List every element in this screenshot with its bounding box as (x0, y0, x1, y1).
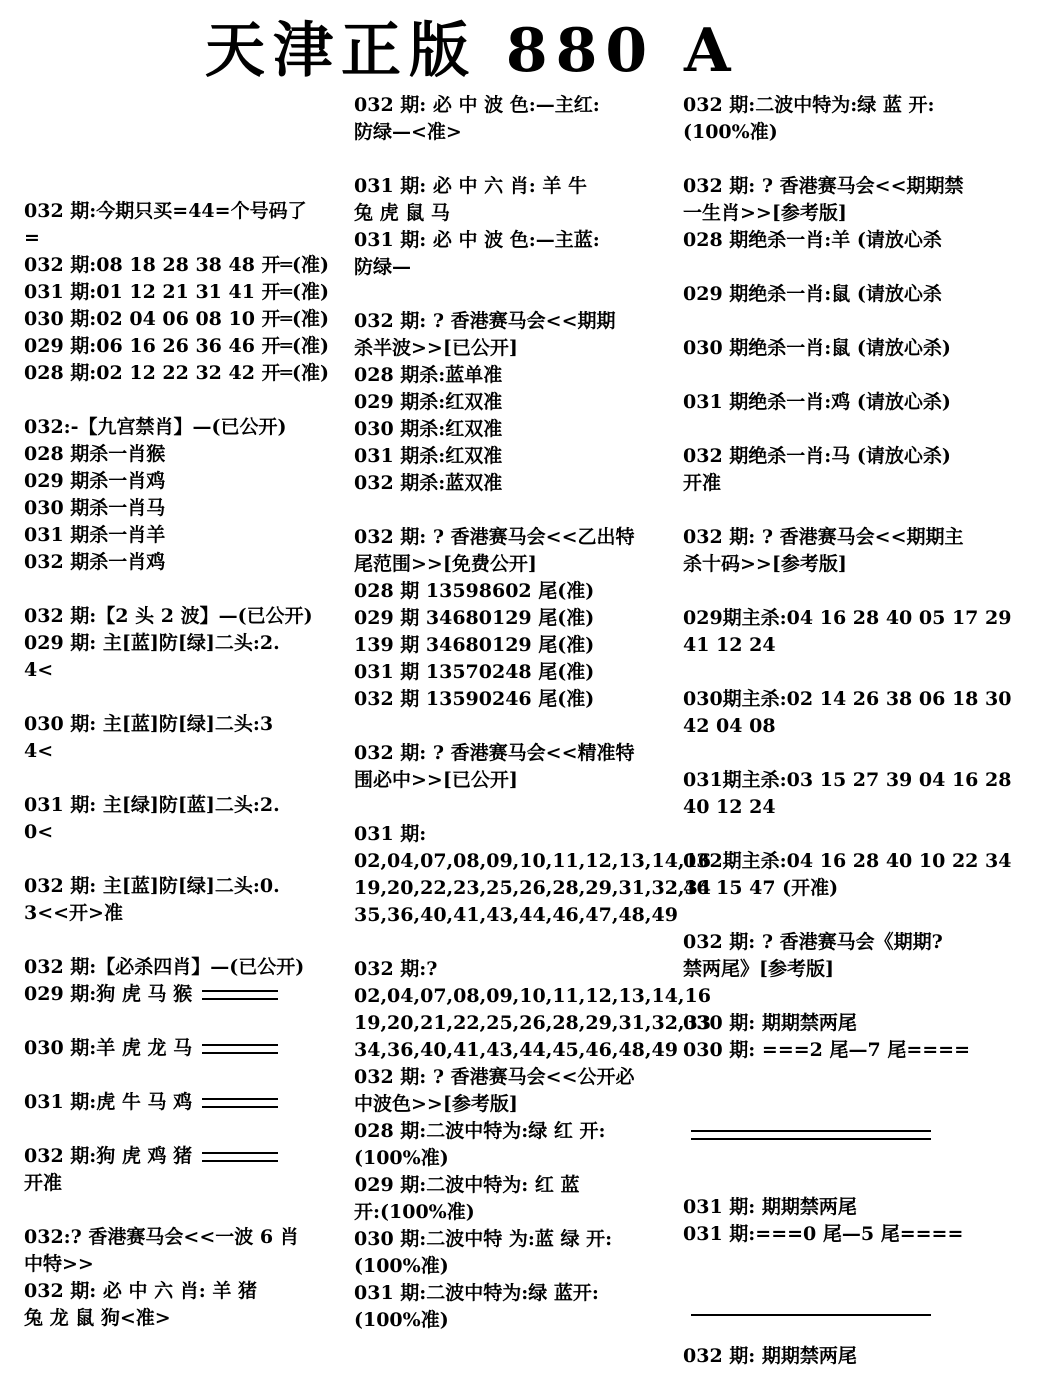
line-text: 031 期: 必 中 六 肖: 羊 牛 (354, 175, 587, 197)
text-line (354, 173, 654, 200)
spacer (683, 497, 983, 524)
line-text: 029 期: 主[蓝]防[绿]二头:2. (24, 632, 280, 654)
spacer (683, 740, 983, 767)
line-text: 032 期: 主[蓝]防[绿]二头:0. (24, 875, 280, 897)
spacer (683, 1140, 983, 1167)
spacer (24, 387, 324, 414)
line-text: 031 期: (354, 823, 427, 845)
line-text: 032期主杀:04 16 28 40 10 22 34 (683, 850, 1012, 872)
spacer (24, 1062, 324, 1089)
spacer (683, 1275, 983, 1302)
text-line (354, 92, 654, 119)
line-text: 中波色>>[参考版] (354, 1093, 518, 1115)
text-line (24, 873, 324, 900)
spacer (354, 281, 654, 308)
line-text: 031期主杀:03 15 27 39 04 16 28 (683, 769, 1012, 791)
line-text: 032 期: ? 香港赛马会<<乙出特 (354, 526, 635, 548)
line-text: 032 期: 期期禁两尾 (683, 1345, 857, 1367)
line-text: 030 期:二波中特 为:蓝 绿 开: (354, 1228, 613, 1250)
line-text: 0< (24, 821, 54, 843)
text-line (354, 1253, 654, 1280)
text-line (683, 956, 983, 983)
column-left (24, 198, 329, 1332)
line-text: 029 期杀:红双准 (354, 391, 503, 413)
text-line (683, 686, 1012, 713)
text-line (683, 794, 983, 821)
text-line (354, 1280, 654, 1307)
spacer (683, 821, 983, 848)
line-text: 032 期杀:蓝双准 (354, 472, 503, 494)
line-text: 兔 虎 鼠 马 (354, 202, 450, 224)
text-line (354, 389, 654, 416)
text-line (354, 1064, 654, 1091)
line-text: 3<<开>准 (24, 902, 123, 924)
spacer (24, 1008, 324, 1035)
line-text: 032 期: ? 香港赛马会《期期? (683, 931, 943, 953)
line-text: 030 期: ===2 尾—7 尾==== (683, 1039, 971, 1061)
line-text: (100%准) (354, 1255, 449, 1277)
text-line (24, 1278, 324, 1305)
spacer (683, 659, 983, 686)
text-line (683, 335, 983, 362)
spacer (24, 765, 324, 792)
text-line (354, 578, 654, 605)
text-line (683, 470, 983, 497)
line-text: 031 期: 期期禁两尾 (683, 1196, 857, 1218)
line-text: 032 期绝杀一肖:马 (请放心杀) (683, 445, 951, 467)
double-rule (202, 1044, 278, 1054)
text-line (24, 306, 329, 333)
line-text: 030期主杀:02 14 26 38 06 18 30 (683, 688, 1012, 710)
text-line (683, 605, 1012, 632)
page-title: 天津正版 880 A (205, 16, 739, 86)
text-line (683, 389, 983, 416)
line-text: (100%准) (354, 1309, 449, 1331)
text-line (683, 1194, 983, 1221)
spacer (683, 1316, 983, 1343)
text-line (354, 632, 654, 659)
spacer (683, 578, 983, 605)
text-line (24, 1251, 324, 1278)
text-line (24, 495, 324, 522)
line-text: 42 04 08 (683, 715, 776, 737)
text-line (354, 227, 654, 254)
text-line (354, 875, 711, 902)
text-line (24, 981, 324, 1008)
spacer (683, 254, 983, 281)
text-line (683, 875, 983, 902)
text-line (683, 551, 983, 578)
text-line (354, 443, 654, 470)
text-line (24, 1035, 324, 1062)
line-text: 028 期:二波中特为:绿 红 开: (354, 1120, 606, 1142)
line-text: 防绿— (354, 256, 412, 278)
spacer (354, 497, 654, 524)
text-line (24, 657, 324, 684)
line-text: 4< (24, 659, 54, 681)
line-text: 尾范围>>[免费公开] (354, 553, 537, 575)
line-text: (100%准) (683, 121, 778, 143)
text-line (683, 524, 983, 551)
text-line (24, 630, 324, 657)
line-text: 02,04,07,08,09,10,11,12,13,14,16 (354, 850, 711, 872)
divider-line (691, 1130, 931, 1140)
text-line (354, 524, 654, 551)
line-text: 031 期杀:红双准 (354, 445, 503, 467)
spacer (354, 713, 654, 740)
text-line (354, 308, 654, 335)
text-line (24, 522, 324, 549)
text-line (24, 1224, 324, 1251)
line-text: 杀半波>>[已公开] (354, 337, 518, 359)
text-line (24, 225, 324, 252)
line-text: 032 期:【2 头 2 波】—(已公开) (24, 605, 313, 627)
line-text: 032 期: 必 中 六 肖: 羊 猪 (24, 1280, 257, 1302)
text-line (683, 1343, 983, 1370)
text-line (683, 848, 1012, 875)
line-text: 029 期:06 16 26 36 46 开═(准) (24, 335, 329, 357)
text-line (24, 198, 324, 225)
text-line (24, 711, 324, 738)
line-text: 032 期:二波中特为:绿 蓝 开: (683, 94, 935, 116)
spacer (24, 1116, 324, 1143)
text-line (24, 1305, 324, 1332)
line-text: 032 期:? (354, 958, 438, 980)
text-line (683, 443, 983, 470)
line-text: 19,20,21,22,25,26,28,29,31,32,33 (354, 1012, 711, 1034)
line-text: 032 期: ? 香港赛马会<<公开必 (354, 1066, 635, 1088)
text-line (683, 1037, 983, 1064)
line-text: 031 期: 主[绿]防[蓝]二头:2. (24, 794, 280, 816)
spacer (354, 929, 654, 956)
spacer (354, 146, 654, 173)
line-text: 40 12 24 (683, 796, 776, 818)
line-text: 029 期 34680129 尾(准) (354, 607, 595, 629)
spacer (683, 1248, 983, 1275)
spacer (683, 983, 983, 1010)
text-line (354, 902, 678, 929)
text-line (24, 279, 329, 306)
line-text: 031 期: 必 中 波 色:—主蓝: (354, 229, 600, 251)
text-line (354, 119, 654, 146)
line-text: 兔 龙 鼠 狗<准> (24, 1307, 171, 1329)
line-text: 031 期:虎 牛 马 鸡 (24, 1091, 193, 1113)
line-text: 031 期:01 12 21 31 41 开═(准) (24, 281, 329, 303)
column-right (683, 92, 1012, 1370)
text-line (24, 549, 324, 576)
text-line (354, 848, 711, 875)
text-line (354, 1010, 711, 1037)
line-text: 34,36,40,41,43,44,45,46,48,49 (354, 1039, 678, 1061)
text-line (683, 281, 983, 308)
text-line (354, 362, 654, 389)
text-line (354, 1037, 678, 1064)
text-line (24, 1170, 324, 1197)
line-text: 028 期 13598602 尾(准) (354, 580, 595, 602)
line-text: 029期主杀:04 16 28 40 05 17 29 (683, 607, 1012, 629)
text-line (683, 173, 983, 200)
line-text: 032 期: ? 香港赛马会<<精准特 (354, 742, 635, 764)
spacer (683, 1091, 983, 1118)
spacer (24, 684, 324, 711)
double-rule (202, 990, 278, 1000)
text-line (24, 900, 324, 927)
line-text: 029 期杀一肖鸡 (24, 470, 166, 492)
text-line (683, 200, 983, 227)
line-text: 禁两尾》[参考版] (683, 958, 834, 980)
text-line (683, 1221, 983, 1248)
line-text: 032 期杀一肖鸡 (24, 551, 166, 573)
line-text: 一生肖>>[参考版] (683, 202, 847, 224)
text-line (354, 200, 654, 227)
line-text: 4< (24, 740, 54, 762)
text-line (683, 713, 983, 740)
spacer (683, 416, 983, 443)
text-line (354, 1118, 654, 1145)
text-line (24, 414, 324, 441)
spacer (24, 846, 324, 873)
spacer (683, 146, 983, 173)
line-text: 031 期:===0 尾—5 尾==== (683, 1223, 964, 1245)
line-text: 46 15 47 (开准) (683, 877, 839, 899)
line-text: 030 期: 主[蓝]防[绿]二头:3 (24, 713, 274, 735)
text-line (24, 333, 329, 360)
line-text: 031 期绝杀一肖:鸡 (请放心杀) (683, 391, 951, 413)
line-text: 028 期杀:蓝单准 (354, 364, 503, 386)
line-text: 开准 (683, 472, 722, 494)
text-line (24, 792, 324, 819)
text-line (354, 605, 654, 632)
line-text: 032:-【九宫禁肖】—(已公开) (24, 416, 287, 438)
text-line (24, 738, 324, 765)
line-text: 032 期:今期只买=44=个号码了 (24, 200, 307, 222)
line-text: 030 期:02 04 06 08 10 开═(准) (24, 308, 329, 330)
text-line (354, 470, 654, 497)
text-line (24, 954, 324, 981)
line-text: 032 期:狗 虎 鸡 猪 (24, 1145, 193, 1167)
text-line (354, 335, 654, 362)
line-text: 139 期 34680129 尾(准) (354, 634, 595, 656)
line-text: 032 期 13590246 尾(准) (354, 688, 595, 710)
line-text: 032:? 香港赛马会<<一波 6 肖 (24, 1226, 299, 1248)
text-line (354, 416, 654, 443)
text-line (683, 632, 983, 659)
line-text: 杀十码>>[参考版] (683, 553, 847, 575)
text-line (354, 1091, 654, 1118)
line-text: 防绿—<准> (354, 121, 462, 143)
line-text: 029 期绝杀一肖:鼠 (请放心杀 (683, 283, 942, 305)
text-line (354, 1199, 654, 1226)
text-line (354, 956, 654, 983)
line-text: 029 期:二波中特为: 红 蓝 (354, 1174, 580, 1196)
line-text: 030 期:羊 虎 龙 马 (24, 1037, 193, 1059)
spacer (354, 794, 654, 821)
line-text: 030 期: 期期禁两尾 (683, 1012, 857, 1034)
line-text: 032 期: ? 香港赛马会<<期期 (354, 310, 616, 332)
spacer (683, 362, 983, 389)
spacer (24, 927, 324, 954)
spacer (24, 576, 324, 603)
line-text: 030 期杀一肖马 (24, 497, 166, 519)
text-line (354, 1172, 654, 1199)
text-line (354, 551, 654, 578)
line-text: 028 期:02 12 22 32 42 开═(准) (24, 362, 329, 384)
line-text: 35,36,40,41,43,44,46,47,48,49 (354, 904, 678, 926)
text-line (24, 441, 324, 468)
text-line (24, 1089, 324, 1116)
text-line (354, 1145, 654, 1172)
line-text: 031 期杀一肖羊 (24, 524, 166, 546)
double-rule (202, 1098, 278, 1108)
line-text: 032 期: ? 香港赛马会<<期期主 (683, 526, 964, 548)
text-line (354, 767, 654, 794)
text-line (354, 821, 654, 848)
line-text: 032 期:【必杀四肖】—(已公开) (24, 956, 305, 978)
text-line (354, 686, 654, 713)
line-text: 41 12 24 (683, 634, 776, 656)
line-text: 030 期杀:红双准 (354, 418, 503, 440)
line-text: 围必中>>[已公开] (354, 769, 518, 791)
spacer (683, 1064, 983, 1091)
line-text: (100%准) (354, 1147, 449, 1169)
text-line (354, 983, 711, 1010)
text-line (24, 360, 329, 387)
text-line (354, 659, 654, 686)
spacer (24, 1197, 324, 1224)
text-line (24, 603, 324, 630)
text-line (683, 227, 983, 254)
text-line (24, 819, 324, 846)
line-text: 028 期绝杀一肖:羊 (请放心杀 (683, 229, 942, 251)
line-text: 032 期: 必 中 波 色:—主红: (354, 94, 600, 116)
line-text: = (24, 227, 40, 249)
line-text: 开:(100%准) (354, 1201, 475, 1223)
line-text: 19,20,22,23,25,26,28,29,31,32,34 (354, 877, 711, 899)
spacer (683, 308, 983, 335)
text-line (24, 468, 324, 495)
line-text: 032 期: ? 香港赛马会<<期期禁 (683, 175, 964, 197)
text-line (24, 1143, 324, 1170)
text-line (683, 92, 983, 119)
line-text: 开准 (24, 1172, 63, 1194)
text-line (354, 254, 654, 281)
spacer (683, 1167, 983, 1194)
text-line (683, 767, 1012, 794)
text-line (683, 929, 983, 956)
line-text: 中特>> (24, 1253, 94, 1275)
text-line (354, 740, 654, 767)
line-text: 028 期杀一肖猴 (24, 443, 166, 465)
line-text: 030 期绝杀一肖:鼠 (请放心杀) (683, 337, 951, 359)
line-text: 032 期:08 18 28 38 48 开═(准) (24, 254, 329, 276)
text-line (24, 252, 329, 279)
text-line (354, 1307, 654, 1334)
spacer (683, 902, 983, 929)
text-line (683, 1010, 983, 1037)
text-line (354, 1226, 654, 1253)
line-text: 031 期:二波中特为:绿 蓝开: (354, 1282, 599, 1304)
line-text: 02,04,07,08,09,10,11,12,13,14,16 (354, 985, 711, 1007)
line-text: 029 期:狗 虎 马 猴 (24, 983, 193, 1005)
double-rule (202, 1152, 278, 1162)
text-line (683, 119, 983, 146)
line-text: 031 期 13570248 尾(准) (354, 661, 595, 683)
